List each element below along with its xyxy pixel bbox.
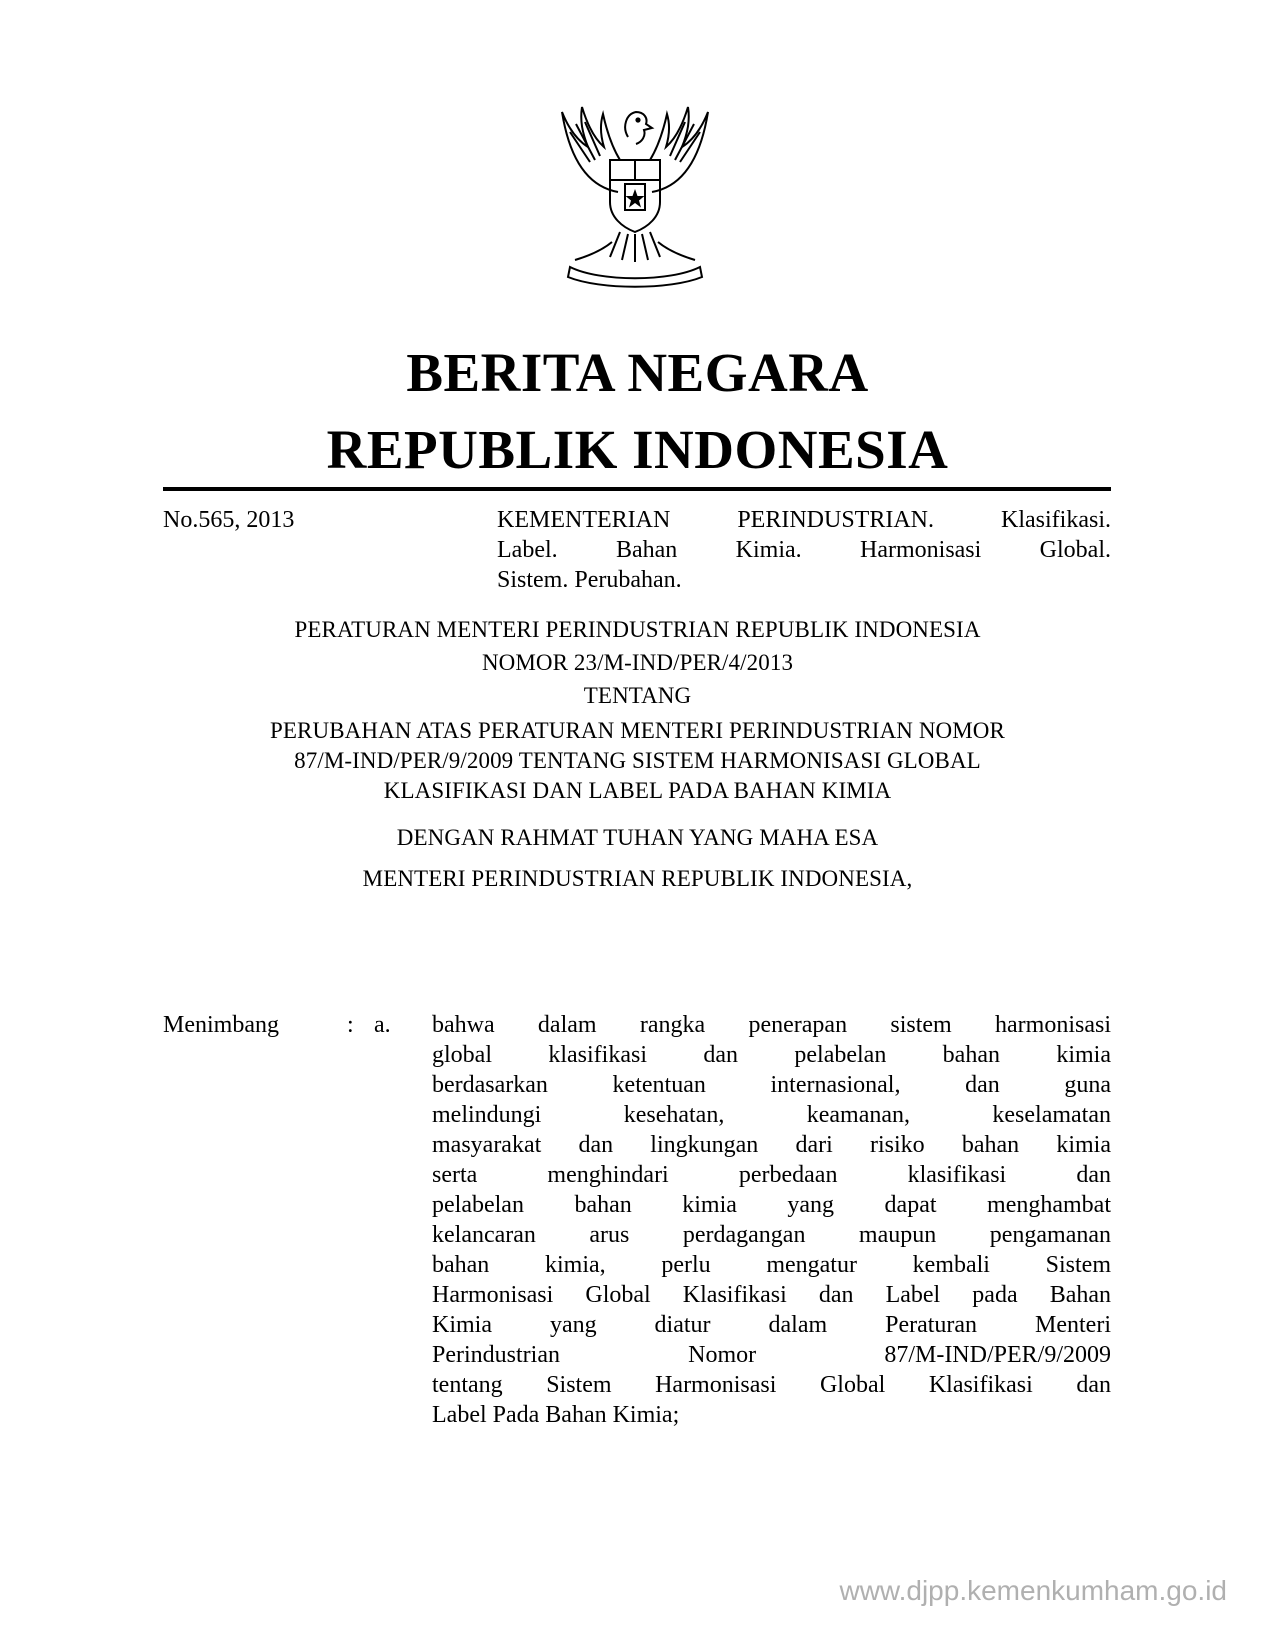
gazette-number: No.565, 2013 xyxy=(163,507,295,533)
paragraph-line: melindungi kesehatan, keamanan, keselamatan xyxy=(432,1102,1111,1128)
regulation-title-line: KLASIFIKASI DAN LABEL PADA BAHAN KIMIA xyxy=(383,778,892,803)
paragraph-line: serta menghindari perbedaan klasifikasi dan xyxy=(432,1162,1111,1188)
regulation-issuer: PERATURAN MENTERI PERINDUSTRIAN REPUBLIK INDONESIA xyxy=(294,617,981,642)
paragraph-line: bahan kimia, perlu mengatur kembali Sistem xyxy=(432,1252,1111,1278)
regulation-number: NOMOR 23/M-IND/PER/4/2013 xyxy=(481,650,794,675)
considering-item-letter: a. xyxy=(374,1012,391,1038)
grace-formula: DENGAN RAHMAT TUHAN YANG MAHA ESA xyxy=(396,825,879,850)
subject-line: KEMENTERIAN PERINDUSTRIAN. Klasifikasi. xyxy=(497,507,1111,533)
considering-colon: : xyxy=(347,1012,354,1038)
paragraph-line: global klasifikasi dan pelabelan bahan kimia xyxy=(432,1042,1111,1068)
header-divider xyxy=(163,487,1111,491)
paragraph-line: Perindustrian Nomor 87/M-IND/PER/9/2009 xyxy=(432,1342,1111,1368)
source-watermark: www.djpp.kemenkumham.go.id xyxy=(839,1575,1227,1606)
subject-line: Label. Bahan Kimia. Harmonisasi Global. xyxy=(497,537,1111,563)
regulation-title-line: PERUBAHAN ATAS PERATURAN MENTERI PERINDUSTRIAN NOMOR xyxy=(270,718,1005,743)
paragraph-line: pelabelan bahan kimia yang dapat menghambat xyxy=(432,1192,1111,1218)
gazette-title: BERITA NEGARA xyxy=(406,342,869,403)
considering-label: Menimbang xyxy=(163,1012,279,1038)
paragraph-line: berdasarkan ketentuan internasional, dan guna xyxy=(432,1072,1111,1098)
subject-line: Sistem. Perubahan. xyxy=(497,567,682,593)
paragraph-line: Kimia yang diatur dalam Peraturan Menteri xyxy=(432,1312,1111,1338)
garuda-emblem-icon xyxy=(540,92,730,292)
paragraph-line: kelancaran arus perdagangan maupun pengamanan xyxy=(432,1222,1111,1248)
paragraph-line: Label Pada Bahan Kimia; xyxy=(432,1402,680,1428)
gazette-subtitle: REPUBLIK INDONESIA xyxy=(326,419,949,480)
paragraph-line: masyarakat dan lingkungan dari risiko bahan kimia xyxy=(432,1132,1111,1158)
minister-title: MENTERI PERINDUSTRIAN REPUBLIK INDONESIA, xyxy=(362,866,913,891)
paragraph-line: Harmonisasi Global Klasifikasi dan Label pada Bahan xyxy=(432,1282,1111,1308)
paragraph-line: tentang Sistem Harmonisasi Global Klasifikasi dan xyxy=(432,1372,1111,1398)
regulation-about: TENTANG xyxy=(583,683,692,708)
considering-item-text xyxy=(432,1010,1111,1430)
regulation-title-line: 87/M-IND/PER/9/2009 TENTANG SISTEM HARMONISASI GLOBAL xyxy=(294,748,981,773)
paragraph-line: bahwa dalam rangka penerapan sistem harmonisasi xyxy=(432,1012,1111,1038)
gazette-subject xyxy=(497,505,1111,595)
